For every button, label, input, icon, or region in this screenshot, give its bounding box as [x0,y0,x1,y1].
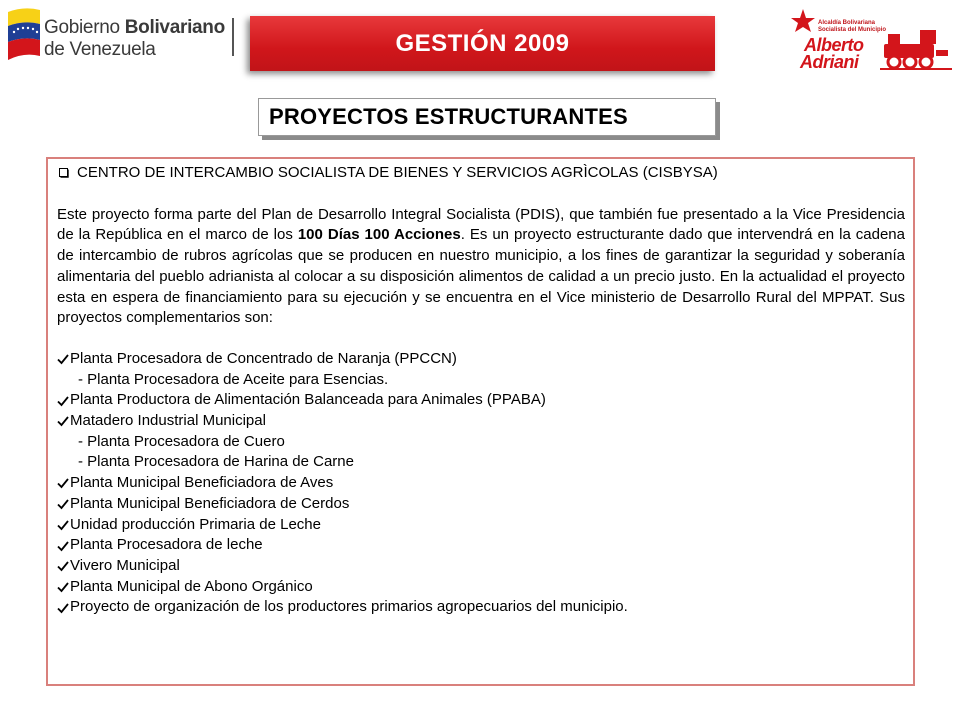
alcaldia-logo [790,8,955,72]
checkmark-icon [57,395,69,407]
list-item: Proyecto de organización de los productores primarios agropecuarios del municipio. [57,597,905,618]
alcaldia-name-line2: Adriani [800,52,859,72]
list-item: Matadero Industrial Municipal [57,411,905,432]
list-item: Unidad producción Primaria de Leche [57,515,905,536]
list-item: Planta Productora de Alimentación Balanceada para Animales (PPABA) [57,390,905,411]
gobierno-bolivariano-logo [4,4,244,66]
checkmark-icon [57,581,69,593]
alcaldia-name-line1: Alberto [804,35,864,55]
list-item: Planta Procesadora de Concentrado de Naranja (PPCCN) [57,349,905,370]
checkmark-icon [57,415,69,427]
project-heading: CENTRO DE INTERCAMBIO SOCIALISTA DE BIENES Y SERVICIOS AGRÌCOLAS (CISBYSA) [57,163,905,184]
checkmark-icon [57,602,69,614]
sub-list-item: - Planta Procesadora de Aceite para Esencias. [78,370,389,388]
sub-list-item: - Planta Procesadora de Cuero [78,432,285,450]
title-banner [250,16,715,71]
highlight-text: 100 Días 100 Acciones [297,226,461,244]
alcaldia-subtitle: Alcaldía Bolivariana Socialista del Municipio [818,20,887,33]
list-item: Planta Municipal Beneficiadora de Cerdos [57,494,905,515]
train-icon [880,24,952,72]
star-icon [790,8,816,34]
list-item: Planta Municipal Beneficiadora de Aves [57,473,905,494]
banner-title: GESTIÓN 2009 [395,29,570,57]
project-description: Este proyecto forma parte del Plan de Desarrollo Integral Socialista (PDIS), que también fue presentado a la Vice Presidencia de la República en el marco de los 100 Días 100 Acciones. Es un proyecto estructurante dado que intervendrá en la cadena de intercambio de rubros agrícolas que se producen en nuestro municipio, a los fines de garantizar la seguridad y soberanía alimentaria del pueblo adrianista al colocar a su disposición alimentos de calidad a un precio justo. En la actualidad el proyecto esta en espera de financiamiento para su ejecución y se encuentra en el Vice ministerio de Desarrollo Rural del MPPAT. Sus proyectos complementarios son: [57,205,905,327]
checkmark-icon [57,353,69,365]
sub-list-item: - Planta Procesadora de Harina de Carne [78,453,354,471]
checkmark-icon [57,540,69,552]
checkmark-icon [57,498,69,510]
gov-logo-text: Gobierno Bolivariano de Venezuela [44,17,225,60]
list-item: Planta Municipal de Abono Orgánico [57,577,905,598]
section-title: PROYECTOS ESTRUCTURANTES [258,98,716,136]
complementary-projects-list [57,349,905,618]
list-item: Planta Procesadora de leche [57,535,905,556]
checkmark-icon [57,519,69,531]
logo-divider [232,18,234,56]
checkmark-icon [57,560,69,572]
list-item: Vivero Municipal [57,556,905,577]
square-bullet-icon [59,168,69,178]
checkmark-icon [57,477,69,489]
content-box [46,157,915,686]
venezuela-flag-icon [4,4,44,66]
